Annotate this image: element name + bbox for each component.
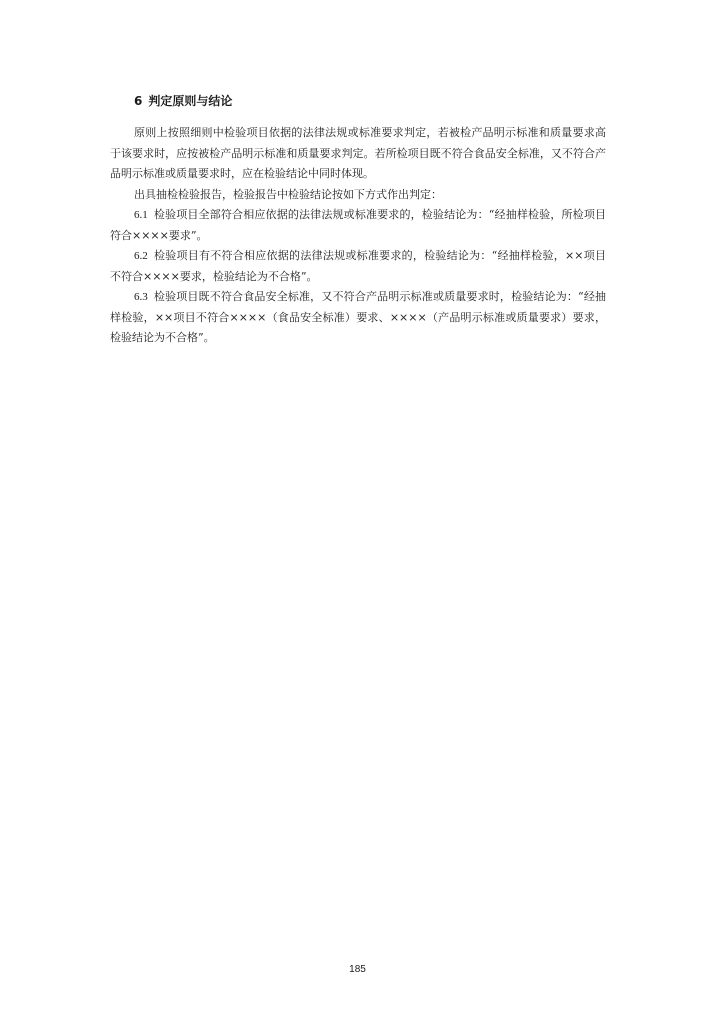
item-number: 6.2 bbox=[134, 250, 148, 262]
list-item bbox=[110, 205, 606, 246]
section-title: 判定原则与结论 bbox=[148, 94, 233, 108]
list-item bbox=[110, 287, 606, 349]
paragraph-report: 出具抽检检验报告，检验报告中检验结论按如下方式作出判定： bbox=[134, 187, 442, 201]
paragraph-principle: 原则上按照细则中检验项目依据的法律法规或标准要求判定，若被检产品明示标准和质量要求高于该要求时，应按被检产品明示标准和质量要求判定。若所检项目既不符合食品安全标准，又不符合产品明示标准或质量要求时，应在检验结论中同时体现。 bbox=[110, 126, 606, 180]
section-heading bbox=[134, 93, 232, 109]
section-number: 6 bbox=[134, 94, 143, 108]
item-text: 检验项目全部符合相应依据的法律法规或标准要求的，检验结论为：“经抽样检验，所检项目符合××××要求”。 bbox=[110, 208, 606, 242]
item-text: 检验项目既不符合食品安全标准，又不符合产品明示标准或质量要求时，检验结论为：“经抽样检验，××项目不符合××××（食品安全标准）要求、××××（产品明示标准或质量要求）要求，检验结论为不合格”。 bbox=[110, 290, 606, 344]
item-number: 6.1 bbox=[134, 209, 148, 221]
item-number: 6.3 bbox=[134, 291, 148, 303]
section-body bbox=[110, 123, 606, 349]
list-item bbox=[110, 246, 606, 287]
page-number: 185 bbox=[349, 964, 366, 975]
item-text: 检验项目有不符合相应依据的法律法规或标准要求的，检验结论为：“经抽样检验，××项目不符合××××要求，检验结论为不合格”。 bbox=[110, 249, 606, 283]
